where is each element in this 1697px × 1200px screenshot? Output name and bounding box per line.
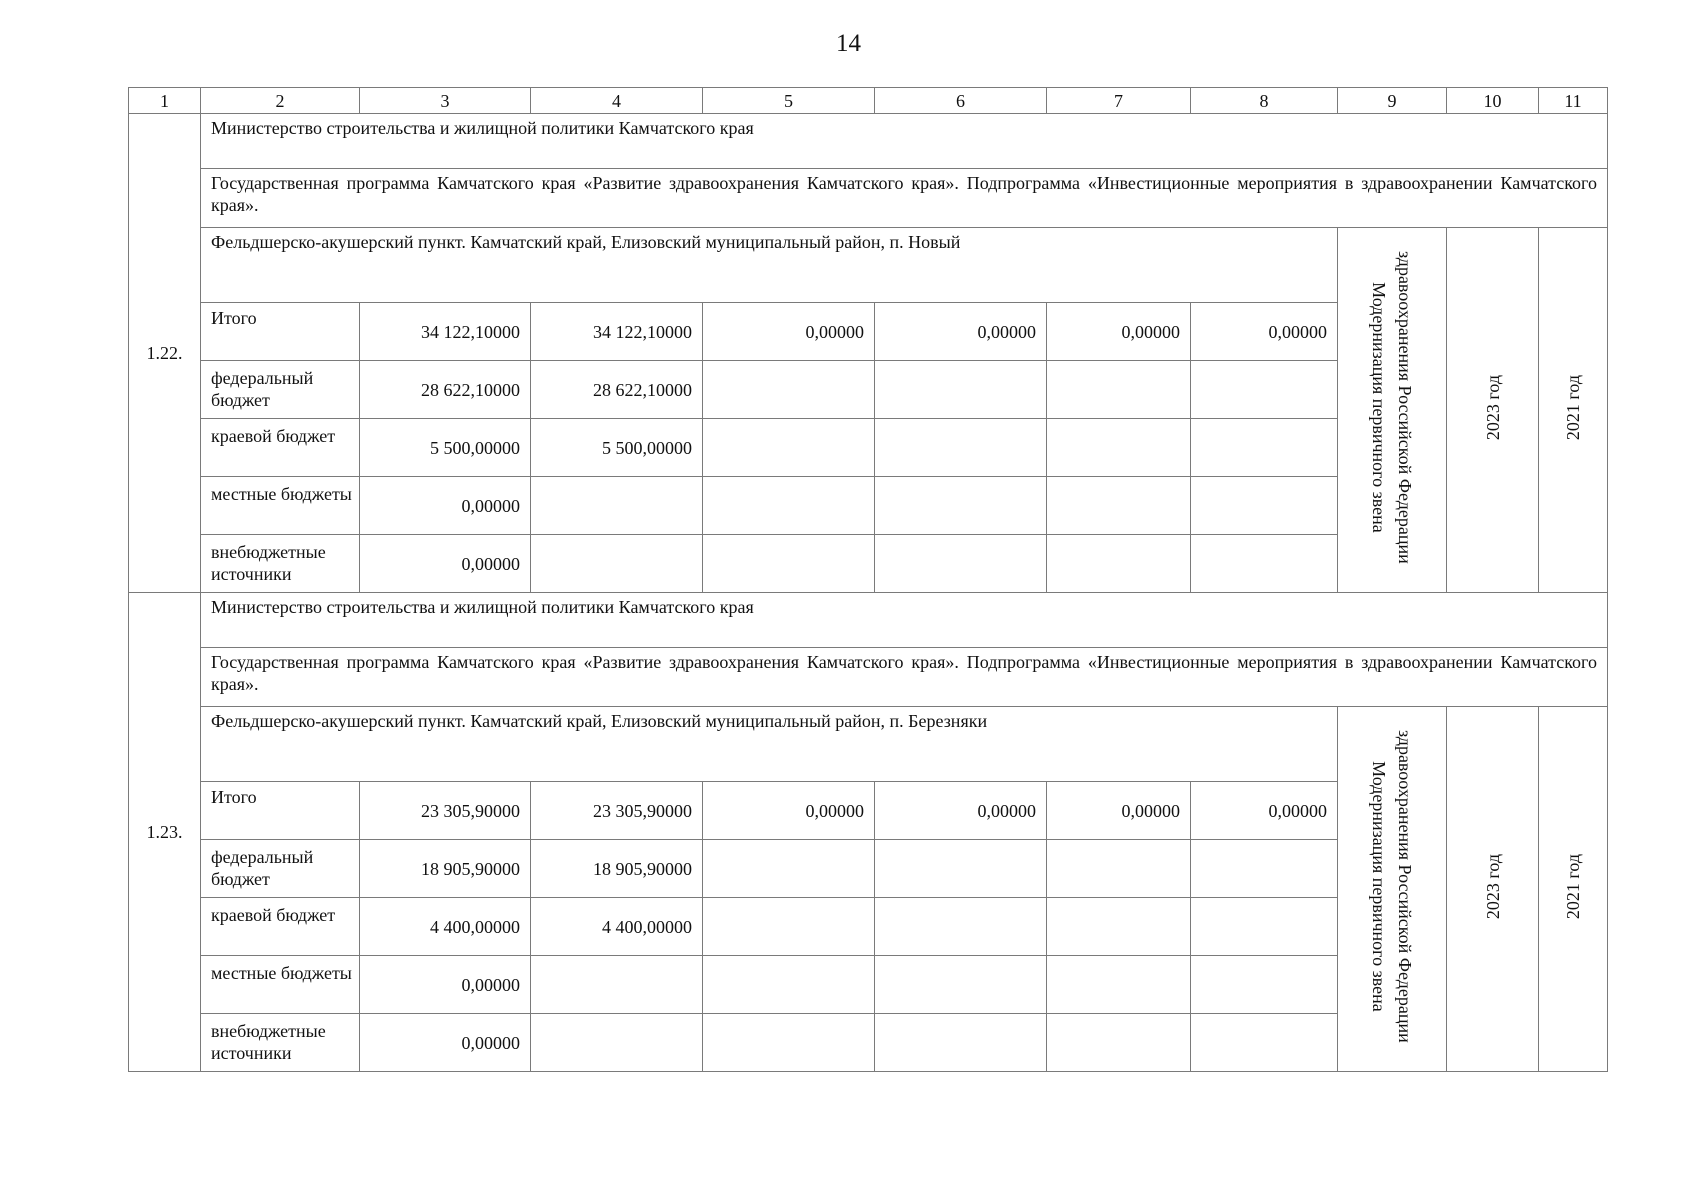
empty-cell [1047, 535, 1191, 593]
column-number: 11 [1539, 88, 1608, 114]
empty-cell [875, 419, 1047, 477]
value-cell: 0,00000 [360, 956, 531, 1014]
start-year: 2021 год [1539, 707, 1608, 1072]
empty-cell [703, 956, 875, 1014]
empty-cell [1191, 361, 1338, 419]
row-label: местные бюджеты [201, 956, 360, 1014]
completion-year: 2023 год [1447, 228, 1539, 593]
empty-cell [875, 477, 1047, 535]
empty-cell [1047, 361, 1191, 419]
column-number: 2 [201, 88, 360, 114]
value-cell: 0,00000 [1047, 303, 1191, 361]
empty-cell [875, 1014, 1047, 1072]
empty-cell [875, 898, 1047, 956]
value-cell: 34 122,10000 [360, 303, 531, 361]
value-cell: 34 122,10000 [531, 303, 703, 361]
value-cell: 23 305,90000 [360, 782, 531, 840]
row-label: внебюджетные источники [201, 535, 360, 593]
row-label: Итого [201, 782, 360, 840]
investment-table [128, 87, 1608, 1072]
empty-cell [1047, 956, 1191, 1014]
value-cell: 0,00000 [703, 782, 875, 840]
program-row [129, 648, 1608, 707]
column-number: 1 [129, 88, 201, 114]
project-name-vertical: Модернизация первичного звена здравоохранения Российской Федерации [1338, 707, 1447, 1072]
ministry-name: Министерство строительства и жилищной политики Камчатского края [201, 114, 1608, 169]
start-year: 2021 год [1539, 228, 1608, 593]
empty-cell [703, 1014, 875, 1072]
program-name: Государственная программа Камчатского края «Развитие здравоохранения Камчатского края». Подпрограмма «Инвестиционные мероприятия в здравоохранении Камчатского края». [201, 648, 1608, 707]
empty-cell [875, 956, 1047, 1014]
value-cell: 5 500,00000 [531, 419, 703, 477]
value-cell: 23 305,90000 [531, 782, 703, 840]
value-cell: 18 905,90000 [531, 840, 703, 898]
column-numbers-row [129, 88, 1608, 114]
value-cell: 0,00000 [875, 782, 1047, 840]
value-cell: 0,00000 [360, 1014, 531, 1072]
column-number: 10 [1447, 88, 1539, 114]
item-number: 1.22. [129, 114, 201, 593]
value-cell: 5 500,00000 [360, 419, 531, 477]
program-name: Государственная программа Камчатского края «Развитие здравоохранения Камчатского края». Подпрограмма «Инвестиционные мероприятия в здравоохранении Камчатского края». [201, 169, 1608, 228]
empty-cell [1191, 535, 1338, 593]
value-cell: 4 400,00000 [360, 898, 531, 956]
empty-cell [1191, 956, 1338, 1014]
row-label: Итого [201, 303, 360, 361]
column-number: 9 [1338, 88, 1447, 114]
ministry-name: Министерство строительства и жилищной политики Камчатского края [201, 593, 1608, 648]
object-row [129, 707, 1608, 782]
value-cell: 28 622,10000 [360, 361, 531, 419]
value-cell: 0,00000 [703, 303, 875, 361]
empty-cell [1047, 477, 1191, 535]
row-label: внебюджетные источники [201, 1014, 360, 1072]
ministry-row [129, 114, 1608, 169]
value-cell: 4 400,00000 [531, 898, 703, 956]
value-cell: 18 905,90000 [360, 840, 531, 898]
empty-cell [1047, 1014, 1191, 1072]
row-label: местные бюджеты [201, 477, 360, 535]
column-number: 7 [1047, 88, 1191, 114]
empty-cell [703, 361, 875, 419]
ministry-row [129, 593, 1608, 648]
empty-cell [531, 477, 703, 535]
empty-cell [1191, 1014, 1338, 1072]
page-number: 14 [836, 30, 861, 57]
column-number: 5 [703, 88, 875, 114]
value-cell: 0,00000 [1191, 782, 1338, 840]
empty-cell [875, 535, 1047, 593]
column-number: 4 [531, 88, 703, 114]
row-label: федеральный бюджет [201, 840, 360, 898]
column-number: 8 [1191, 88, 1338, 114]
value-cell: 28 622,10000 [531, 361, 703, 419]
value-cell: 0,00000 [875, 303, 1047, 361]
object-name: Фельдшерско-акушерский пункт. Камчатский край, Елизовский муниципальный район, п. Новый [201, 228, 1338, 303]
empty-cell [1191, 419, 1338, 477]
column-number: 3 [360, 88, 531, 114]
object-name: Фельдшерско-акушерский пункт. Камчатский край, Елизовский муниципальный район, п. Березняки [201, 707, 1338, 782]
program-row [129, 169, 1608, 228]
empty-cell [875, 361, 1047, 419]
value-cell: 0,00000 [360, 535, 531, 593]
empty-cell [531, 1014, 703, 1072]
value-cell: 0,00000 [1047, 782, 1191, 840]
empty-cell [703, 477, 875, 535]
empty-cell [1191, 477, 1338, 535]
value-cell: 0,00000 [360, 477, 531, 535]
row-label: краевой бюджет [201, 898, 360, 956]
empty-cell [1047, 419, 1191, 477]
empty-cell [1191, 898, 1338, 956]
object-row [129, 228, 1608, 303]
value-cell: 0,00000 [1191, 303, 1338, 361]
item-number: 1.23. [129, 593, 201, 1072]
project-name-vertical: Модернизация первичного звена здравоохранения Российской Федерации [1338, 228, 1447, 593]
empty-cell [703, 419, 875, 477]
empty-cell [875, 840, 1047, 898]
empty-cell [703, 840, 875, 898]
empty-cell [1047, 840, 1191, 898]
completion-year: 2023 год [1447, 707, 1539, 1072]
empty-cell [703, 535, 875, 593]
empty-cell [1047, 898, 1191, 956]
empty-cell [531, 956, 703, 1014]
row-label: краевой бюджет [201, 419, 360, 477]
column-number: 6 [875, 88, 1047, 114]
row-label: федеральный бюджет [201, 361, 360, 419]
empty-cell [531, 535, 703, 593]
empty-cell [703, 898, 875, 956]
empty-cell [1191, 840, 1338, 898]
